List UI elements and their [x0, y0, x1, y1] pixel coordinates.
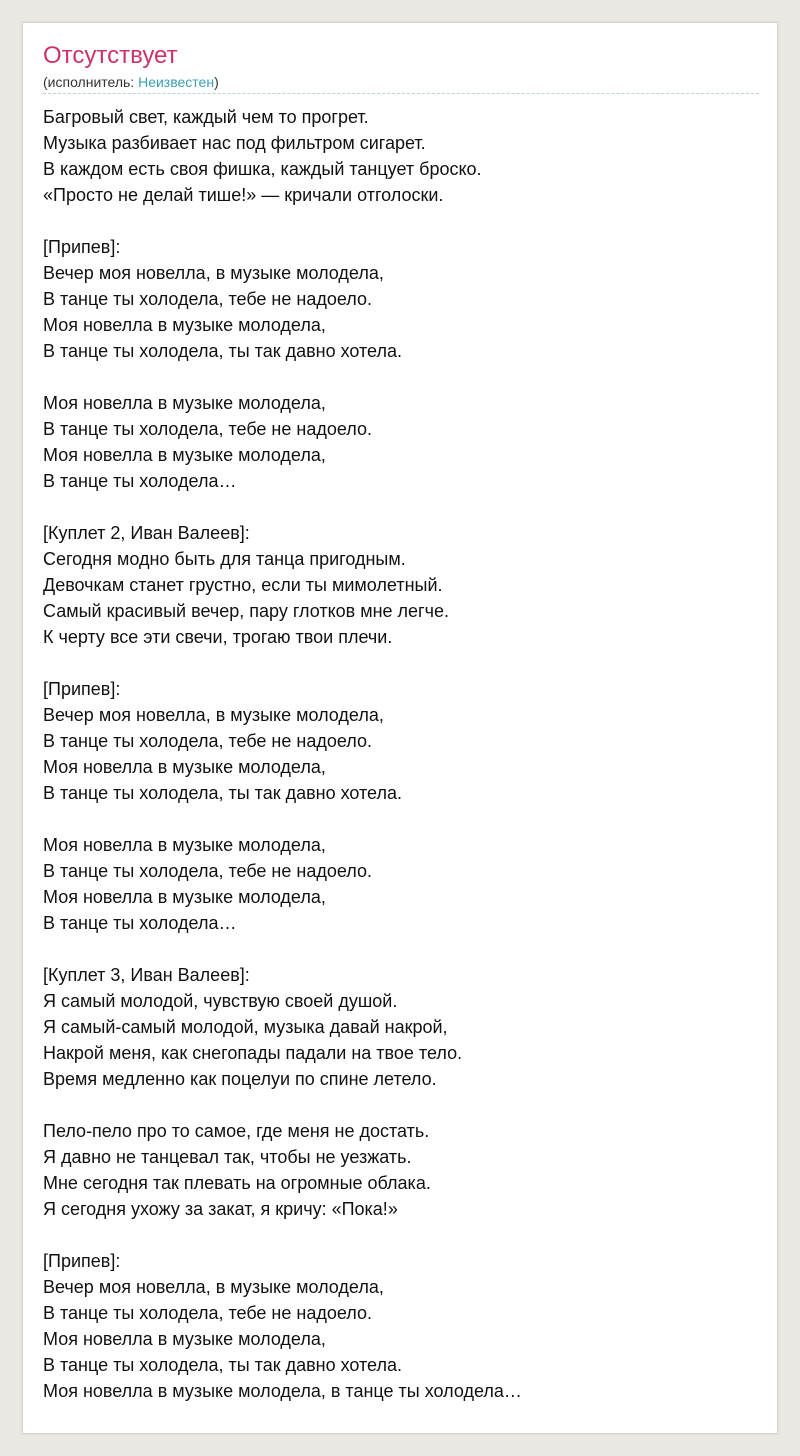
lyrics-stanza — [43, 676, 759, 806]
lyric-line: Моя новелла в музыке молодела, — [43, 1329, 326, 1349]
lyric-line: В танце ты холодела, тебе не надоело. — [43, 731, 372, 751]
lyric-line: В танце ты холодела, тебе не надоело. — [43, 1303, 372, 1323]
lyric-line: В танце ты холодела, ты так давно хотела. — [43, 1355, 402, 1375]
lyrics-stanza — [43, 390, 759, 494]
lyrics-stanza — [43, 104, 759, 208]
lyric-line: В танце ты холодела, тебе не надоело. — [43, 289, 372, 309]
lyric-line: Пело-пело про то самое, где меня не достать. — [43, 1121, 430, 1141]
lyric-line: [Куплет 3, Иван Валеев]: — [43, 965, 250, 985]
lyric-line: Девочкам станет грустно, если ты мимолетный. — [43, 575, 443, 595]
lyric-line: В танце ты холодела, ты так давно хотела. — [43, 341, 402, 361]
lyric-line: Багровый свет, каждый чем то прогрет. — [43, 107, 369, 127]
lyric-line: Вечер моя новелла, в музыке молодела, — [43, 1277, 384, 1297]
lyric-line: [Припев]: — [43, 679, 121, 699]
artist-suffix: ) — [214, 74, 219, 90]
lyric-line: Моя новелла в музыке молодела, — [43, 887, 326, 907]
lyric-line: В танце ты холодела… — [43, 471, 237, 491]
lyrics-stanza — [43, 832, 759, 936]
song-title: Отсутствует — [43, 42, 178, 69]
lyric-line: Вечер моя новелла, в музыке молодела, — [43, 705, 384, 725]
lyric-line: Я давно не танцевал так, чтобы не уезжать. — [43, 1147, 412, 1167]
lyric-line: Время медленно как поцелуи по спине летело. — [43, 1069, 437, 1089]
lyric-line: Моя новелла в музыке молодела, — [43, 835, 326, 855]
lyric-line: Сегодня модно быть для танца пригодным. — [43, 549, 406, 569]
lyric-line: Я сегодня ухожу за закат, я кричу: «Пока!» — [43, 1199, 398, 1219]
lyric-line: В танце ты холодела, тебе не надоело. — [43, 419, 372, 439]
header-divider — [43, 93, 759, 94]
lyric-line: [Куплет 2, Иван Валеев]: — [43, 523, 250, 543]
lyric-line: «Просто не делай тише!» — кричали отголоски. — [43, 185, 444, 205]
lyrics-stanza — [43, 1248, 759, 1404]
lyric-line: Музыка разбивает нас под фильтром сигарет. — [43, 133, 426, 153]
lyrics-stanza — [43, 1118, 759, 1222]
lyric-line: Моя новелла в музыке молодела, — [43, 757, 326, 777]
lyrics-stanza — [43, 520, 759, 650]
artist-line — [43, 73, 219, 91]
lyric-line: Моя новелла в музыке молодела, — [43, 445, 326, 465]
lyric-line: В танце ты холодела, тебе не надоело. — [43, 861, 372, 881]
lyric-line: В танце ты холодела, ты так давно хотела. — [43, 783, 402, 803]
lyrics-stanza — [43, 234, 759, 364]
lyric-line: Вечер моя новелла, в музыке молодела, — [43, 263, 384, 283]
lyric-line: Я самый молодой, чувствую своей душой. — [43, 991, 398, 1011]
lyric-line: Моя новелла в музыке молодела, — [43, 315, 326, 335]
artist-prefix: (исполнитель: — [43, 74, 139, 90]
lyric-line: [Припев]: — [43, 1251, 121, 1271]
lyric-line: В каждом есть своя фишка, каждый танцует броско. — [43, 159, 482, 179]
lyrics-card — [22, 22, 778, 1434]
lyric-line: [Припев]: — [43, 237, 121, 257]
lyric-line: Самый красивый вечер, пару глотков мне легче. — [43, 601, 450, 621]
lyric-line: Мне сегодня так плевать на огромные облака. — [43, 1173, 431, 1193]
lyric-line: Моя новелла в музыке молодела, в танце ты холодела… — [43, 1381, 522, 1401]
lyrics-stanza — [43, 962, 759, 1092]
lyric-line: Моя новелла в музыке молодела, — [43, 393, 326, 413]
lyric-line: К черту все эти свечи, трогаю твои плечи. — [43, 627, 393, 647]
lyric-line: Накрой меня, как снегопады падали на твое тело. — [43, 1043, 463, 1063]
lyric-line: Я самый-самый молодой, музыка давай накрой, — [43, 1017, 448, 1037]
artist-link[interactable]: Неизвестен — [138, 74, 215, 90]
lyrics-text — [43, 104, 759, 1404]
lyric-line: В танце ты холодела… — [43, 913, 237, 933]
